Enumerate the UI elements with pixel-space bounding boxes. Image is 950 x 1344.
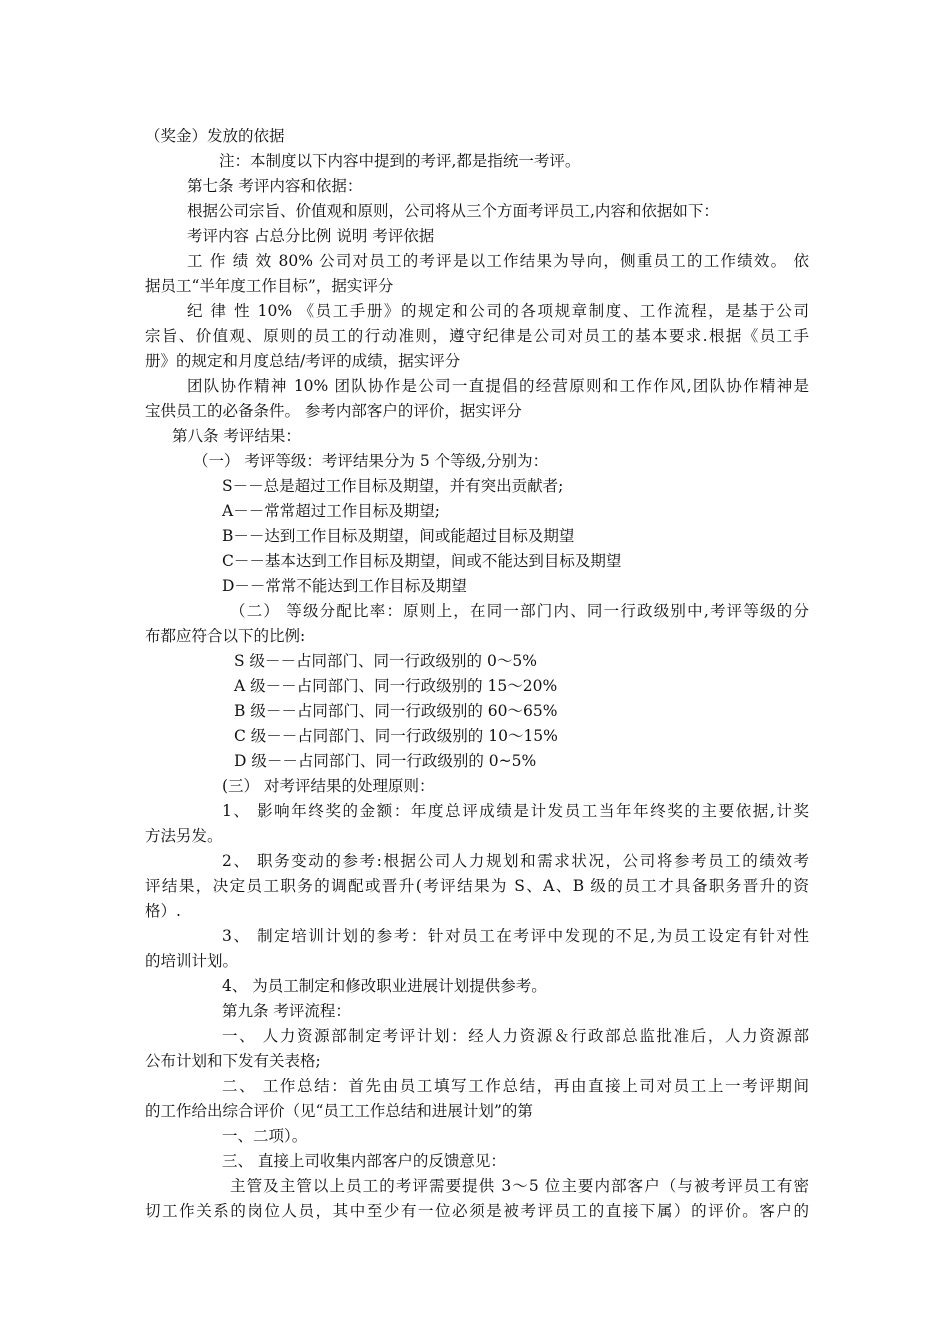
ratio-item: S 级－－占同部门、同一行政级别的 0～5% xyxy=(234,652,537,670)
ratio-item: A 级－－占同部门、同一行政级别的 15～20% xyxy=(234,677,558,695)
text-line: 切工作关系的岗位人员，其中至少有一位必须是被考评员工的直接下属）的评价。客户的 xyxy=(145,1202,809,1220)
text-line: 2、 职务变动的参考:根据公司人力规划和需求状况，公司将参考员工的绩效考 xyxy=(222,852,809,870)
text-line: 宝供员工的必备条件。 参考内部客户的评价，据实评分 xyxy=(145,402,522,420)
section-heading: 第九条 考评流程： xyxy=(222,1002,351,1020)
text-line: 纪 律 性 10% 《员工手册》的规定和公司的各项规章制度、工作流程，是基于公司 xyxy=(187,302,809,320)
text-line: 的工作给出综合评价（见“员工工作总结和进展计划”的第 xyxy=(145,1102,533,1120)
text-line: 主管及主管以上员工的考评需要提供 3～5 位主要内部客户（与被考评员工有密 xyxy=(230,1177,809,1195)
text-line: （二） 等级分配比率：原则上，在同一部门内、同一行政级别中,考评等级的分 xyxy=(230,602,809,620)
grade-item: D－－常常不能达到工作目标及期望 xyxy=(222,577,467,595)
text-line: 评结果，决定员工职务的调配或晋升(考评结果为 S、A、B 级的员工才具备职务晋升的资 xyxy=(145,877,809,895)
text-line: （奖金）发放的依据 xyxy=(145,127,285,145)
text-line: 册》的规定和月度总结/考评的成绩，据实评分 xyxy=(145,352,461,370)
text-line: (三） 对考评结果的处理原则： xyxy=(222,777,435,795)
text-line: 根据公司宗旨、价值观和原则，公司将从三个方面考评员工,内容和依据如下： xyxy=(187,202,719,220)
text-line: 4、 为员工制定和修改职业进展计划提供参考。 xyxy=(222,977,547,995)
text-line: 据员工“半年度工作目标”，据实评分 xyxy=(145,277,394,295)
text-line: 公布计划和下发有关表格; xyxy=(145,1052,321,1070)
grade-item: B－－达到工作目标及期望，间或能超过目标及期望 xyxy=(222,527,575,545)
text-line: 团队协作精神 10% 团队协作是公司一直提倡的经营原则和工作作风,团队协作精神是 xyxy=(187,377,809,395)
text-line: 一、二项）。 xyxy=(222,1127,308,1145)
text-line: 注：本制度以下内容中提到的考评,都是指统一考评。 xyxy=(219,152,581,170)
ratio-item: B 级－－占同部门、同一行政级别的 60～65% xyxy=(234,702,558,720)
text-line: 一、 人力资源部制定考评计划：经人力资源＆行政部总监批准后，人力资源部 xyxy=(222,1027,809,1045)
table-header-line: 考评内容 占总分比例 说明 考评依据 xyxy=(187,227,435,245)
ratio-item: C 级－－占同部门、同一行政级别的 10～15% xyxy=(234,727,558,745)
text-line: 二、 工作总结：首先由员工填写工作总结，再由直接上司对员工上一考评期间 xyxy=(222,1077,809,1095)
grade-item: S－－总是超过工作目标及期望，并有突出贡献者; xyxy=(222,477,564,495)
section-heading: 第八条 考评结果： xyxy=(172,427,301,445)
ratio-item: D 级－－占同部门、同一行政级别的 0~5% xyxy=(234,752,537,770)
section-heading: 第七条 考评内容和依据： xyxy=(187,177,363,195)
grade-item: C－－基本达到工作目标及期望，间或不能达到目标及期望 xyxy=(222,552,622,570)
grade-item: A－－常常超过工作目标及期望; xyxy=(222,502,440,520)
text-line: 方法另发。 xyxy=(145,827,223,845)
text-line: 宗旨、价值观、原则的员工的行动准则，遵守纪律是公司对员工的基本要求.根据《员工手 xyxy=(145,327,809,345)
text-line: （一） 考评等级：考评结果分为 5 个等级,分别为： xyxy=(193,452,549,470)
text-line: 1、 影响年终奖的金额：年度总评成绩是计发员工当年年终奖的主要依据,计奖 xyxy=(222,802,809,820)
text-line: 工 作 绩 效 80% 公司对员工的考评是以工作结果为导向，侧重员工的工作绩效。 依 xyxy=(187,252,809,270)
text-line: 三、 直接上司收集内部客户的反馈意见： xyxy=(222,1152,506,1170)
text-line: 格）. xyxy=(145,902,181,920)
text-line: 3、 制定培训计划的参考：针对员工在考评中发现的不足,为员工设定有针对性 xyxy=(222,927,809,945)
text-line: 布都应符合以下的比例: xyxy=(145,627,306,645)
text-line: 的培训计划。 xyxy=(145,952,239,970)
